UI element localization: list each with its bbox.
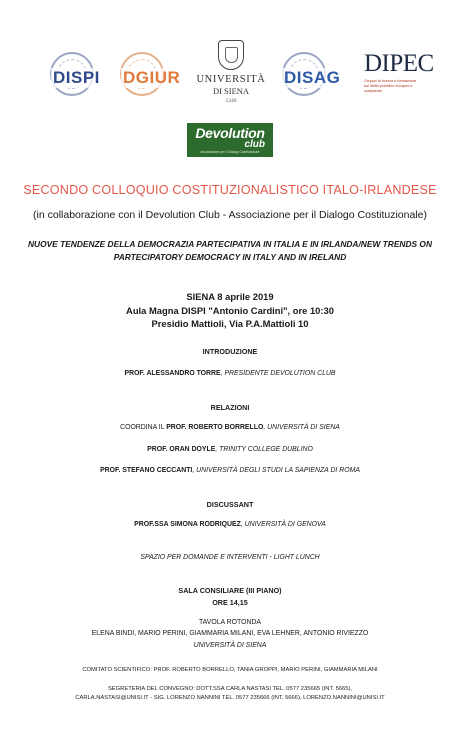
disag-logo [282, 52, 341, 96]
speaker2-name: PROF. STEFANO CECCANTI [100, 467, 193, 474]
intro-speaker: PROF. ALESSANDRO TORRE [124, 370, 221, 377]
discussant-affiliation: , UNIVERSITÀ DI GENOVA [240, 521, 326, 528]
speaker2-line [0, 467, 460, 474]
dispi-logo-text: DISPI [53, 68, 100, 87]
event-details [0, 290, 460, 331]
discussant-line [0, 521, 460, 528]
page-title: SECONDO COLLOQUIO COSTITUZIONALISTICO ITALO-IRLANDESE [23, 183, 437, 197]
dipec-logo-subtitle: Gruppo di ricerca e formazione sul diritto pubblico europeo e comparato [364, 79, 417, 93]
section-heading-discussant: DISCUSSANT [206, 500, 254, 509]
dgiur-logo [120, 52, 181, 96]
event-venue: Aula Magna DISPI "Antonio Cardini", ore 10:30 [126, 304, 334, 316]
collaboration-note: (in collaborazione con il Devolution Club - Associazione per il Dialogo Costituzionale) [33, 209, 427, 221]
chair-affiliation: , UNIVERSITÀ DI SIENA [263, 424, 340, 431]
secretariat-line2: CARLA.NASTASI@UNISI.IT - SIG. LORENZO NANNINI TEL. 0577 235666 (INT. 5666), LORENZO.NANNINI@UNISI.IT [75, 695, 385, 701]
scientific-committee: COMITATO SCIENTIFICO: PROF. ROBERTO BORRELLO, TANIA GROPPI, MARIO PERINI, GIAMMARIA MILANI [82, 667, 378, 673]
roundtable-affiliation: UNIVERSITÀ DI SIENA [193, 642, 267, 649]
chair-prefix: COORDINA IL [120, 424, 167, 431]
section-heading-introduzione: INTRODUZIONE [202, 347, 258, 356]
section-heading-relazioni: RELAZIONI [210, 403, 250, 412]
devolution-logo-text: Devolution [195, 125, 265, 141]
roundtable-heading: TAVOLA ROTONDA [198, 619, 262, 626]
university-crest-icon [218, 40, 244, 70]
disag-logo-text: DISAG [284, 68, 341, 87]
intro-speaker-line [0, 370, 460, 377]
afternoon-time: ORE 14,15 [212, 598, 248, 607]
dgiur-logo-text: DGIUR [123, 68, 181, 87]
chair-name: PROF. ROBERTO BORRELLO [166, 424, 264, 431]
event-address: Presidio Mattioli, Via P.A.Mattioli 10 [151, 318, 309, 329]
unisi-logo-line2: DI SIENA [212, 86, 250, 96]
dipec-logo [364, 52, 434, 94]
chair-line [0, 424, 460, 431]
speaker1-name: PROF. ORAN DOYLE [147, 446, 216, 453]
dispi-logo [50, 52, 100, 96]
break-line: SPAZIO PER DOMANDE E INTERVENTI - LIGHT LUNCH [140, 554, 320, 561]
discussant-name: PROF.SSA SIMONA RODRIQUEZ [134, 521, 241, 528]
event-subtitle: NUOVE TENDENZE DELLA DEMOCRAZIA PARTECIPATIVA IN ITALIA E IN IRLANDA/NEW TRENDS ON PARTECIPATORY DEMOCRACY IN ITALY AND IN IRELAND [27, 239, 432, 262]
partner-logos [0, 40, 460, 110]
roundtable-participants: ELENA BINDI, MARIO PERINI, GIAMMARIA MILANI, EVA LEHNER, ANTONIO RIVIEZZO [91, 630, 369, 637]
devolution-logo-club: club [244, 139, 265, 150]
university-of-siena-logo [196, 40, 266, 104]
speaker1-line [0, 446, 460, 453]
unisi-logo-line1: UNIVERSITÀ [196, 74, 266, 85]
speaker1-affiliation: , TRINITY COLLEGE DUBLINO [215, 446, 313, 453]
event-date: SIENA 8 aprile 2019 [186, 291, 274, 302]
dipec-logo-text: DIPEC [364, 50, 434, 77]
speaker2-affiliation: , UNIVERSITÀ DEGLI STUDI LA SAPIENZA DI ROMA [192, 467, 360, 474]
secretariat-line1: SEGRETERIA DEL CONVEGNO: DOTT.SSA CARLA NASTASI TEL. 0577 235665 (INT. 5665), [107, 686, 353, 692]
afternoon-location: SALA CONSILIARE (III PIANO) [178, 586, 282, 595]
devolution-club-logo [187, 123, 273, 157]
intro-speaker-role: , PRESIDENTE DEVOLUTION CLUB [220, 370, 336, 377]
unisi-logo-year: 1240 [225, 98, 237, 104]
devolution-logo-subtitle: Associazione per il Dialogo Costituzionale [200, 150, 260, 154]
